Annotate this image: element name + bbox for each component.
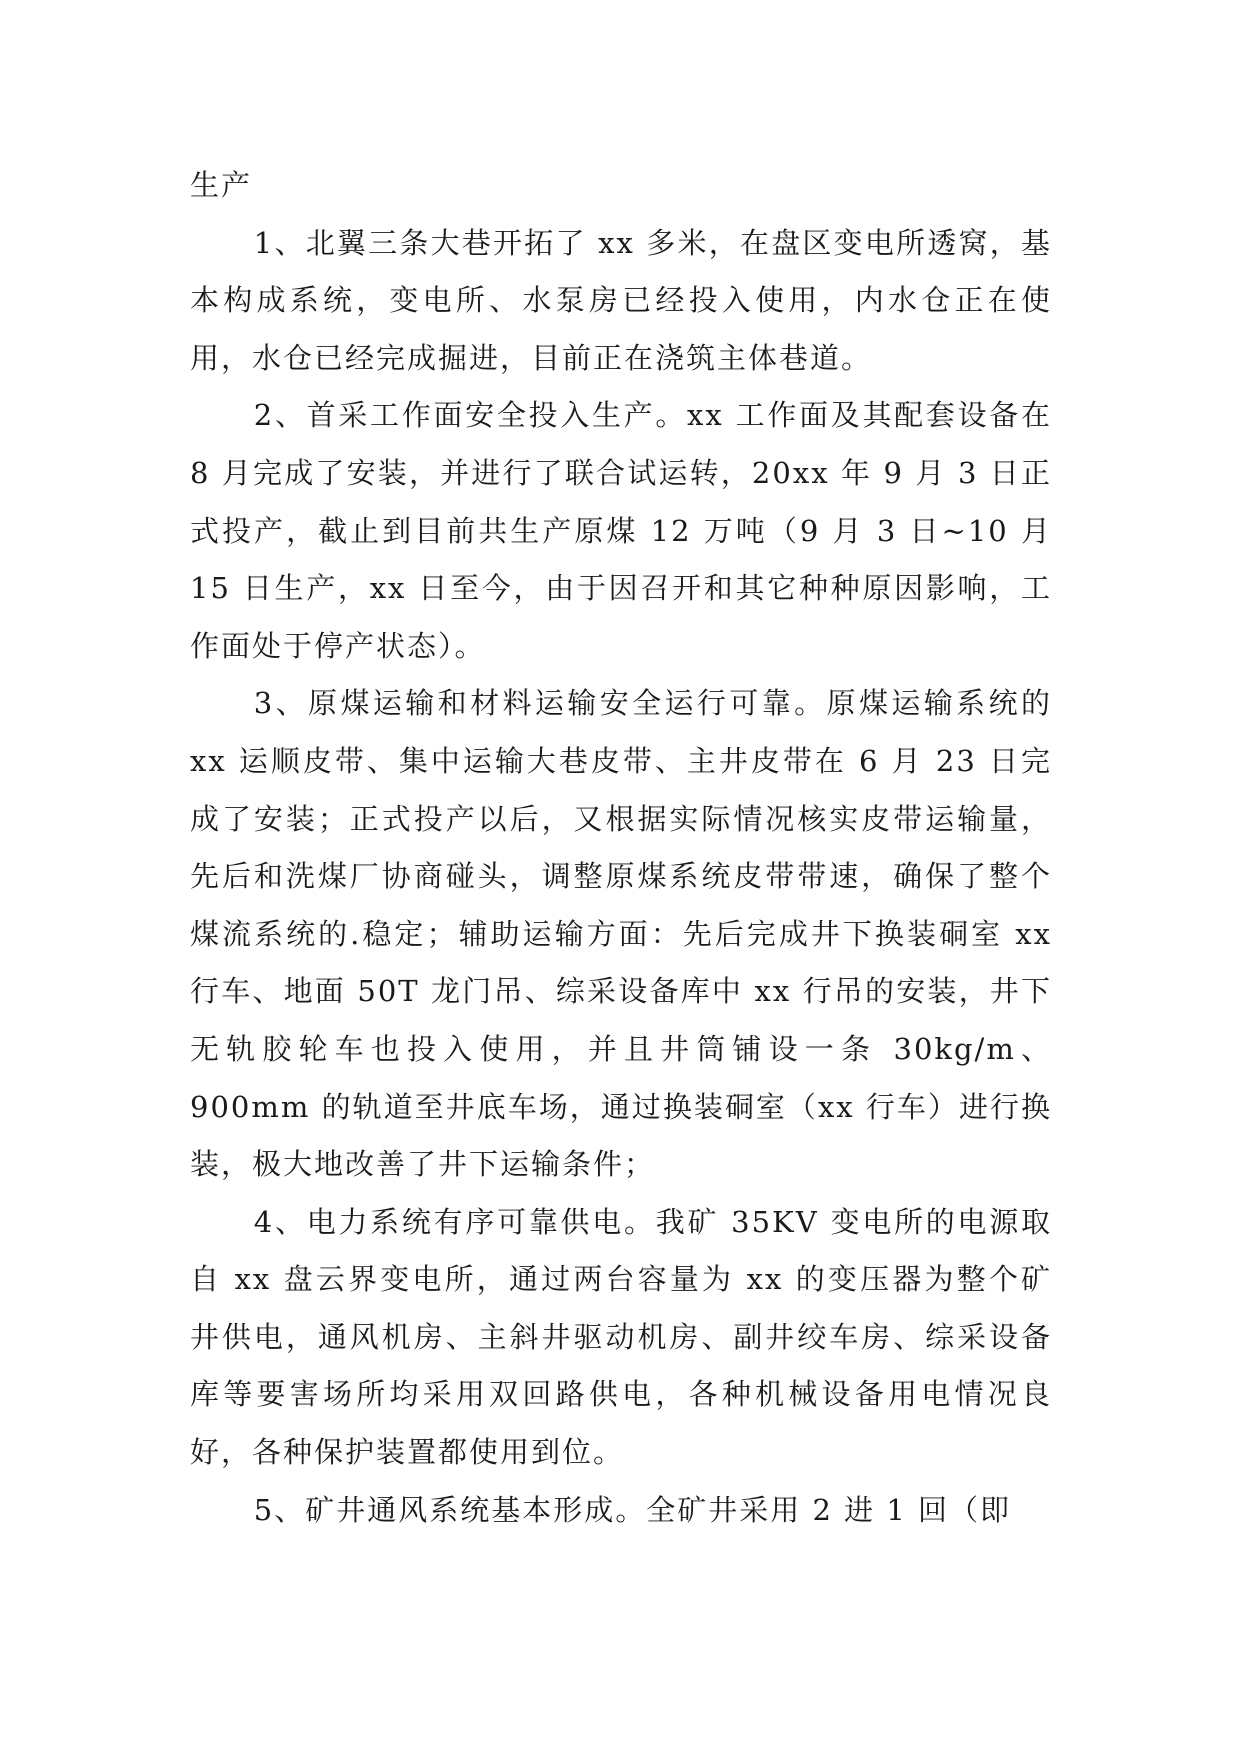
paragraph-3: 3、原煤运输和材料运输安全运行可靠。原煤运输系统的 xx 运顺皮带、集中运输大巷皮带、主井皮带在 6 月 23 日完成了安装；正式投产以后，又根据实际情况核实皮带运输量，先后和洗煤厂协商碰头，调整原煤系统皮带带速，确保了整个煤流系统的.稳定；辅助运输方面：先后完成井下换装硐室 xx 行车、地面 50T 龙门吊、综采设备库中 xx 行吊的安装，井下无轨胶轮车也投入使用，并且井筒铺设一条 30kg/m、900mm 的轨道至井底车场，通过换装硐室（xx 行车）进行换装，极大地改善了井下运输条件； xyxy=(190,686,1052,1182)
section-heading: 生产 xyxy=(190,168,253,202)
paragraph-5: 5、矿井通风系统基本形成。全矿井采用 2 进 1 回（即 xyxy=(253,1492,1012,1527)
document-body xyxy=(190,157,1052,1539)
paragraph-1: 1、北翼三条大巷开拓了 xx 多米，在盘区变电所透窝，基本构成系统，变电所、水泵房已经投入使用，内水仓正在使用，水仓已经完成掘进，目前正在浇筑主体巷道。 xyxy=(190,225,1052,375)
paragraph-4: 4、电力系统有序可靠供电。我矿 35KV 变电所的电源取自 xx 盘云界变电所，通过两台容量为 xx 的变压器为整个矿井供电，通风机房、主斜井驱动机房、副井绞车房、综采设备库等要害场所均采用双回路供电，各种机械设备用电情况良好，各种保护装置都使用到位。 xyxy=(190,1204,1052,1470)
paragraph-2: 2、首采工作面安全投入生产。xx 工作面及其配套设备在 8 月完成了安装，并进行了联合试运转，20xx 年 9 月 3 日正式投产，截止到目前共生产原煤 12 万吨（9 月 3 日~10 月 15 日生产，xx 日至今，由于因召开和其它种种原因影响，工作面处于停产状态）。 xyxy=(190,398,1052,663)
